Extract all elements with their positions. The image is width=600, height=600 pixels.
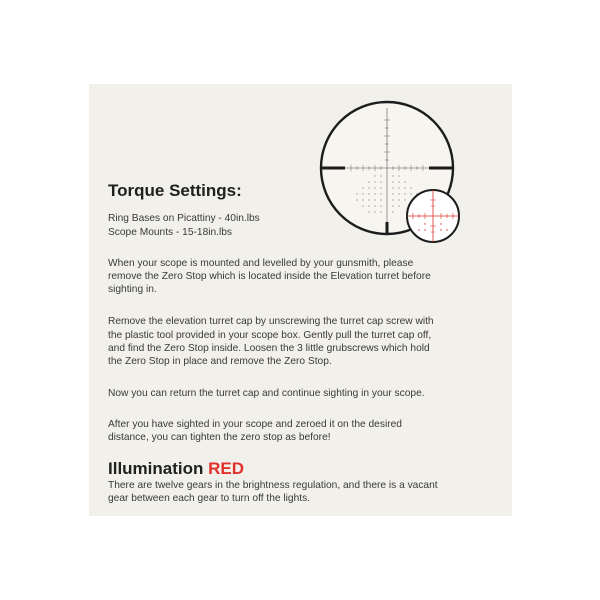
- reticle-diagram: [309, 100, 469, 260]
- illumination-heading: [108, 459, 244, 479]
- tighten-paragraph-line: distance, you can tighten the zero stop as before!: [108, 432, 331, 443]
- torque-scope-mounts: Scope Mounts - 15-18in.lbs: [108, 227, 233, 238]
- illumination-heading-text: Illumination: [108, 459, 204, 478]
- zero-stop-paragraph-line: sighting in.: [108, 284, 157, 295]
- removal-paragraph-line: and find the Zero Stop inside. Loosen the 3 little grubscrews which hold: [108, 343, 430, 354]
- torque-ring-bases: Ring Bases on Picattiny - 40in.lbs: [108, 213, 260, 224]
- illumination-text-line: There are twelve gears in the brightness regulation, and there is a vacant: [108, 480, 438, 491]
- illumination-color-label: RED: [208, 459, 245, 478]
- return-cap-paragraph: Now you can return the turret cap and continue sighting in your scope.: [108, 388, 425, 399]
- torque-heading: Torque Settings:: [108, 181, 242, 200]
- zero-stop-paragraph-line: remove the Zero Stop which is located inside the Elevation turret before: [108, 271, 431, 282]
- removal-paragraph-line: the plastic tool provided in your scope box. Gently pull the turret cap off,: [108, 330, 432, 341]
- illumination-text-line: gear between each gear to turn off the lights.: [108, 493, 310, 504]
- removal-paragraph-line: the Zero Stop in place and remove the Zero Stop.: [108, 356, 332, 367]
- zero-stop-paragraph-line: When your scope is mounted and levelled by your gunsmith, please: [108, 258, 414, 269]
- tighten-paragraph-line: After you have sighted in your scope and zeroed it on the desired: [108, 419, 402, 430]
- removal-paragraph-line: Remove the elevation turret cap by unscrewing the turret cap screw with: [108, 316, 434, 327]
